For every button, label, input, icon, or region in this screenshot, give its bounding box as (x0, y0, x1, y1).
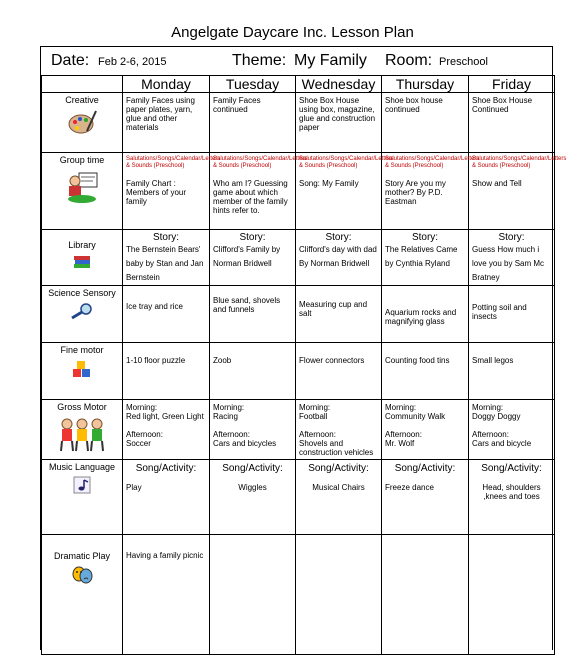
song-activity: Head, shoulders ,knees and toes (482, 483, 541, 501)
music-tue (210, 460, 296, 535)
group-activity: Show and Tell (472, 179, 522, 188)
afternoon-activity: Soccer (126, 439, 151, 448)
group-activity: Family Chart : Members of your family (126, 179, 187, 206)
room-label: Room: (385, 52, 433, 69)
music-wed (296, 460, 382, 535)
song-label: Song/Activity: (308, 463, 369, 474)
creative-fri: Shoe Box House Continued (469, 93, 555, 153)
afternoon-label: Afternoon: (385, 430, 422, 439)
date-value: Feb 2-6, 2015 (98, 56, 167, 68)
row-label-fine-motor (42, 343, 123, 400)
routine-note: Salutations/Songs/Calendar/Letters & Sounds (Preschool) (126, 156, 221, 169)
group-activity: Song: My Family (299, 179, 359, 188)
drama-masks-icon (71, 565, 93, 585)
routine-note: Salutations/Songs/Calendar/Letters & Sounds (Preschool) (213, 156, 308, 169)
morning-label: Morning: (126, 403, 158, 412)
routine-note: Salutations/Songs/Calendar/Letters & Sounds (Preschool) (299, 156, 394, 169)
library-wed (296, 230, 382, 286)
group-tue (210, 153, 308, 230)
row-library (42, 230, 555, 286)
fine-tue: Zoob (210, 343, 296, 400)
lesson-table (41, 75, 567, 655)
day-monday: Monday (123, 76, 210, 93)
row-label-gross-motor (42, 400, 123, 460)
group-wed (296, 153, 394, 230)
group-time-icon (65, 169, 99, 203)
afternoon-activity: Mr. Wolf (385, 439, 415, 448)
morning-label: Morning: (385, 403, 417, 412)
creative-mon: Family Faces using paper plates, yarn, glue and other materials (123, 93, 210, 153)
paint-palette-icon (67, 109, 97, 135)
afternoon-activity: Shovels and construction vehicles (299, 439, 374, 457)
row-label-text: Gross Motor (57, 402, 107, 412)
dramatic-thu (382, 535, 469, 655)
story-text: Clifford's day with dad By Norman Bridwell (299, 245, 377, 268)
story-label: Story: (411, 232, 439, 243)
row-fine-motor (42, 343, 555, 400)
science-thu: Aquarium rocks and magnifying glass (382, 286, 469, 343)
routine-note: Salutations/Songs/Calendar/Letters & Sounds (Preschool) (385, 156, 480, 169)
afternoon-activity: Cars and bicycle (472, 439, 532, 448)
fine-wed: Flower connectors (296, 343, 382, 400)
library-tue (210, 230, 296, 286)
afternoon-label: Afternoon: (472, 430, 509, 439)
row-label-creative (42, 93, 123, 153)
science-mon: Ice tray and rice (123, 286, 210, 343)
room-value: Preschool (439, 56, 488, 68)
story-text: Guess How much i love you by Sam Mc Bratney (472, 245, 545, 282)
page-title: Angelgate Daycare Inc. Lesson Plan (171, 24, 414, 41)
row-label-music (42, 460, 123, 535)
row-label-text: Science Sensory (48, 288, 116, 298)
row-dramatic-play (42, 535, 555, 655)
magnifier-icon (69, 302, 95, 320)
routine-note: Salutations/Songs/Calendar/Letters & Sounds (Preschool) (472, 156, 567, 169)
story-text: The Bernstein Bears' baby by Stan and Jan Bernstein (126, 245, 204, 282)
story-text: The Relatives Came by Cynthia Ryland (385, 245, 458, 268)
group-activity: Story Are you my mother? By P.D. Eastman (385, 179, 446, 206)
library-thu (382, 230, 469, 286)
group-mon (123, 153, 221, 230)
day-header-row (42, 76, 555, 93)
afternoon-label: Afternoon: (213, 430, 250, 439)
science-wed: Measuring cup and salt (296, 286, 382, 343)
dramatic-fri (469, 535, 555, 655)
song-label: Song/Activity: (481, 463, 542, 474)
afternoon-label: Afternoon: (299, 430, 336, 439)
theme-label: Theme: (232, 52, 287, 69)
theme-value: My Family (294, 52, 367, 69)
story-label: Story: (325, 232, 352, 243)
row-label-library (42, 230, 123, 286)
group-thu (382, 153, 480, 230)
story-label: Story: (239, 232, 266, 243)
row-music-language (42, 460, 555, 535)
gross-tue (210, 400, 296, 460)
row-label-text: Fine motor (60, 345, 104, 355)
music-note-icon (73, 476, 91, 494)
fine-fri: Small legos (469, 343, 555, 400)
song-label: Song/Activity: (394, 463, 456, 474)
row-science (42, 286, 555, 343)
row-gross-motor (42, 400, 555, 460)
blocks-icon (71, 359, 93, 379)
story-label: Story: (498, 232, 525, 243)
row-label-text: Music Language (48, 462, 116, 472)
morning-activity: Red light, Green Light (126, 412, 204, 421)
science-tue: Blue sand, shovels and funnels (210, 286, 296, 343)
children-playing-icon (57, 416, 107, 454)
morning-activity: Football (299, 412, 328, 421)
gross-mon (123, 400, 210, 460)
morning-label: Morning: (299, 403, 331, 412)
day-friday: Friday (469, 76, 555, 93)
corner-cell (42, 76, 123, 93)
story-label: Story: (152, 232, 180, 243)
creative-tue: Family Faces continued (210, 93, 296, 153)
group-fri (469, 153, 567, 230)
day-wednesday: Wednesday (296, 76, 382, 93)
plan-header (41, 47, 552, 75)
row-label-text: Dramatic Play (53, 551, 110, 561)
song-activity: Musical Chairs (312, 483, 365, 492)
science-fri: Potting soil and insects (469, 286, 555, 343)
dramatic-wed (296, 535, 382, 655)
creative-thu: Shoe box house continued (382, 93, 469, 153)
morning-activity: Community Walk (385, 412, 446, 421)
creative-wed: Shoe Box House using box, magazine, glue and construction paper (296, 93, 382, 153)
row-group-time (42, 153, 555, 230)
dramatic-mon: Having a family picnic (123, 535, 210, 655)
row-label-dramatic (42, 535, 123, 655)
afternoon-activity: Cars and bicycles (213, 439, 277, 448)
morning-label: Morning: (472, 403, 504, 412)
music-thu (382, 460, 469, 535)
row-label-science (42, 286, 123, 343)
row-label-group-time (42, 153, 123, 230)
row-label-text: Creative (65, 95, 99, 105)
music-mon (123, 460, 210, 535)
lesson-plan-sheet (40, 46, 567, 650)
gross-thu (382, 400, 469, 460)
gross-fri (469, 400, 555, 460)
date-label: Date: (51, 52, 90, 69)
books-icon (72, 254, 92, 270)
morning-activity: Racing (213, 412, 238, 421)
day-thursday: Thursday (382, 76, 469, 93)
story-text: Clifford's Family by Norman Bridwell (213, 245, 281, 268)
day-tuesday: Tuesday (210, 76, 296, 93)
morning-label: Morning: (213, 403, 245, 412)
song-label: Song/Activity: (135, 463, 197, 474)
fine-mon: 1-10 floor puzzle (123, 343, 210, 400)
library-mon (123, 230, 210, 286)
song-activity: Play (126, 483, 142, 492)
song-label: Song/Activity: (222, 463, 283, 474)
dramatic-tue (210, 535, 296, 655)
morning-activity: Doggy Doggy (472, 412, 521, 421)
gross-wed (296, 400, 382, 460)
row-label-text: Library (68, 240, 96, 250)
music-fri (469, 460, 555, 535)
row-label-text: Group time (59, 155, 105, 165)
fine-thu: Counting food tins (382, 343, 469, 400)
song-activity: Wiggles (238, 483, 267, 492)
library-fri (469, 230, 555, 286)
row-creative (42, 93, 555, 153)
song-activity: Freeze dance (385, 483, 434, 492)
group-activity: Who am I? Guessing game about which member of the family hints refer to. (213, 179, 288, 215)
afternoon-label: Afternoon: (126, 430, 163, 439)
